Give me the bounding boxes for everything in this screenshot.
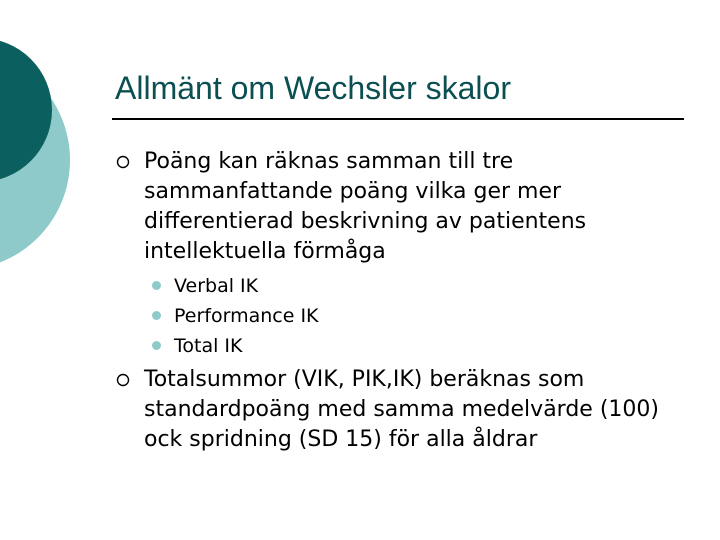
filled-dot-icon [152, 281, 161, 290]
sub-bullet-text: Verbal IK [174, 275, 259, 297]
slide-title: Allmänt om Wechsler skalor [115, 70, 511, 106]
sub-bullet-text: Performance IK [174, 305, 319, 327]
bullet-text: Totalsummor (VIK, PIK,IK) beräknas som standardpoäng med samma medelvärde (100) ock spridning (SD 15) för alla åldrar [144, 367, 659, 452]
bullet-text: Poäng kan räknas samman till tre sammanfattande poäng vilka ger mer differentierad beskrivning av patientens intellektuella förmåga [144, 149, 587, 264]
hollow-circle-icon [116, 365, 130, 395]
hollow-circle-icon [116, 147, 130, 177]
title-divider [112, 118, 684, 120]
filled-dot-icon [152, 341, 161, 350]
filled-dot-icon [152, 311, 161, 320]
decorative-circles [0, 0, 120, 300]
sub-bullet-text: Total IK [174, 335, 243, 357]
